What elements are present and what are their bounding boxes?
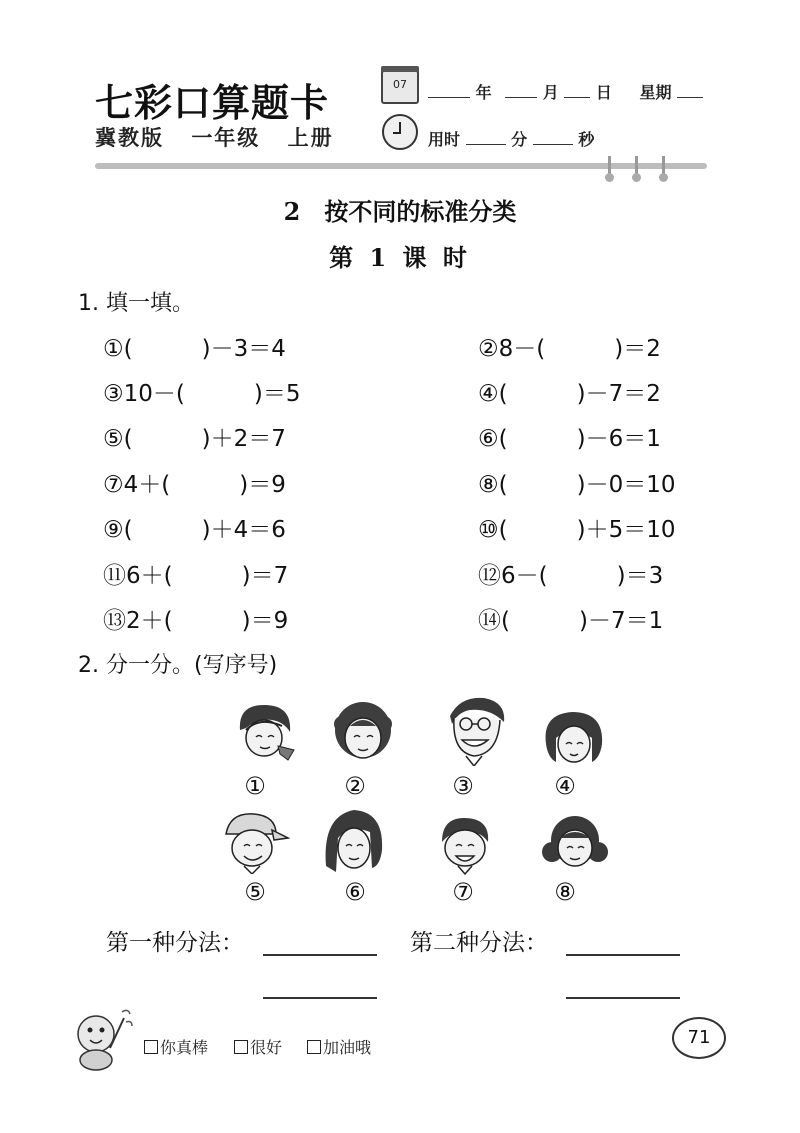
header-divider xyxy=(95,163,707,169)
picture-label: ⑥ xyxy=(344,878,366,906)
day-blank[interactable] xyxy=(564,83,590,98)
cartoon-mascot-icon xyxy=(66,1004,136,1072)
method1-label: 第一种分法： xyxy=(106,930,244,956)
method2-answer-line-1[interactable] xyxy=(566,954,680,956)
method2-answer-line-2[interactable] xyxy=(566,997,680,999)
rating-option-label: 你真棒 xyxy=(160,1038,209,1057)
checkbox-icon[interactable] xyxy=(307,1040,321,1054)
picture-label: ② xyxy=(344,772,366,800)
problem[interactable]: ⑤( )＋2＝7 xyxy=(103,426,286,452)
girl-face-icon xyxy=(232,700,298,764)
lesson-title: 2 按不同的标准分类 xyxy=(283,197,517,226)
woman-short-hair-face-icon xyxy=(542,708,606,768)
second-blank[interactable] xyxy=(533,130,573,145)
picture-label: ⑧ xyxy=(554,878,576,906)
boy-face-icon xyxy=(434,814,496,876)
minute-label: 分 xyxy=(511,130,528,149)
edition-line xyxy=(95,122,334,152)
clock-icon xyxy=(382,114,418,150)
pin-icon xyxy=(635,156,638,178)
problem[interactable]: ①( )－3＝4 xyxy=(103,336,286,362)
man-glasses-face-icon xyxy=(440,694,510,766)
rating-option[interactable] xyxy=(307,1035,371,1058)
problem[interactable]: ④( )－7＝2 xyxy=(478,381,661,407)
problem[interactable]: ⑫6－( )＝3 xyxy=(478,563,664,589)
lesson-subtitle: 第 1 课 时 xyxy=(329,243,471,272)
rating-option[interactable] xyxy=(144,1035,208,1058)
problem[interactable]: ⑥( )－6＝1 xyxy=(478,426,661,452)
rating-option-label: 很好 xyxy=(250,1038,283,1057)
month-blank[interactable] xyxy=(505,83,537,98)
pin-icon xyxy=(662,156,665,178)
boy-cap-face-icon xyxy=(216,808,290,874)
time-label: 用时 xyxy=(428,130,461,149)
method1-answer-line-1[interactable] xyxy=(263,954,377,956)
week-blank[interactable] xyxy=(677,83,703,98)
problem[interactable]: ⑩( )＋5＝10 xyxy=(478,517,676,543)
method2-label: 第二种分法： xyxy=(410,930,548,956)
section1-heading: 1. 填一填。 xyxy=(78,291,194,316)
problem[interactable]: ⑨( )＋4＝6 xyxy=(103,517,286,543)
second-label: 秒 xyxy=(578,130,595,149)
week-label: 星期 xyxy=(639,83,672,102)
problem[interactable]: ⑪6＋( )＝7 xyxy=(103,563,289,589)
picture-label: ① xyxy=(244,772,266,800)
edition: 冀教版 xyxy=(95,125,164,150)
day-label: 日 xyxy=(595,83,612,102)
date-line xyxy=(428,80,703,103)
volume: 上册 xyxy=(287,125,334,150)
problem[interactable]: ③10－( )＝5 xyxy=(103,381,301,407)
year-blank[interactable] xyxy=(428,83,470,98)
problem[interactable]: ②8－( )＝2 xyxy=(478,336,661,362)
checkbox-icon[interactable] xyxy=(144,1040,158,1054)
picture-label: ⑦ xyxy=(452,878,474,906)
rating-option[interactable] xyxy=(234,1035,282,1058)
pin-icon xyxy=(608,156,611,178)
brand-title: 七彩口算题卡 xyxy=(95,80,330,125)
page-number: 71 xyxy=(672,1017,726,1059)
grade: 一年级 xyxy=(191,125,261,150)
method1-answer-line-2[interactable] xyxy=(263,997,377,999)
rating-option-label: 加油哦 xyxy=(323,1038,372,1057)
picture-label: ⑤ xyxy=(244,878,266,906)
woman-face-icon xyxy=(330,700,396,764)
time-line xyxy=(428,127,594,150)
minute-blank[interactable] xyxy=(466,130,506,145)
year-label: 年 xyxy=(475,83,492,102)
picture-label: ③ xyxy=(452,772,474,800)
calendar-day: 07 xyxy=(393,78,407,91)
calendar-icon xyxy=(381,70,419,104)
woman-curly-hair-face-icon xyxy=(540,812,610,874)
picture-label: ④ xyxy=(554,772,576,800)
checkbox-icon[interactable] xyxy=(234,1040,248,1054)
section2-heading: 2. 分一分。(写序号) xyxy=(78,653,278,678)
month-label: 月 xyxy=(542,83,559,102)
problem[interactable]: ⑧( )－0＝10 xyxy=(478,472,676,498)
woman-long-hair-face-icon xyxy=(320,806,388,876)
problem[interactable]: ⑬2＋( )＝9 xyxy=(103,608,289,634)
problem[interactable]: ⑭( )－7＝1 xyxy=(478,608,664,634)
problem[interactable]: ⑦4＋( )＝9 xyxy=(103,472,286,498)
